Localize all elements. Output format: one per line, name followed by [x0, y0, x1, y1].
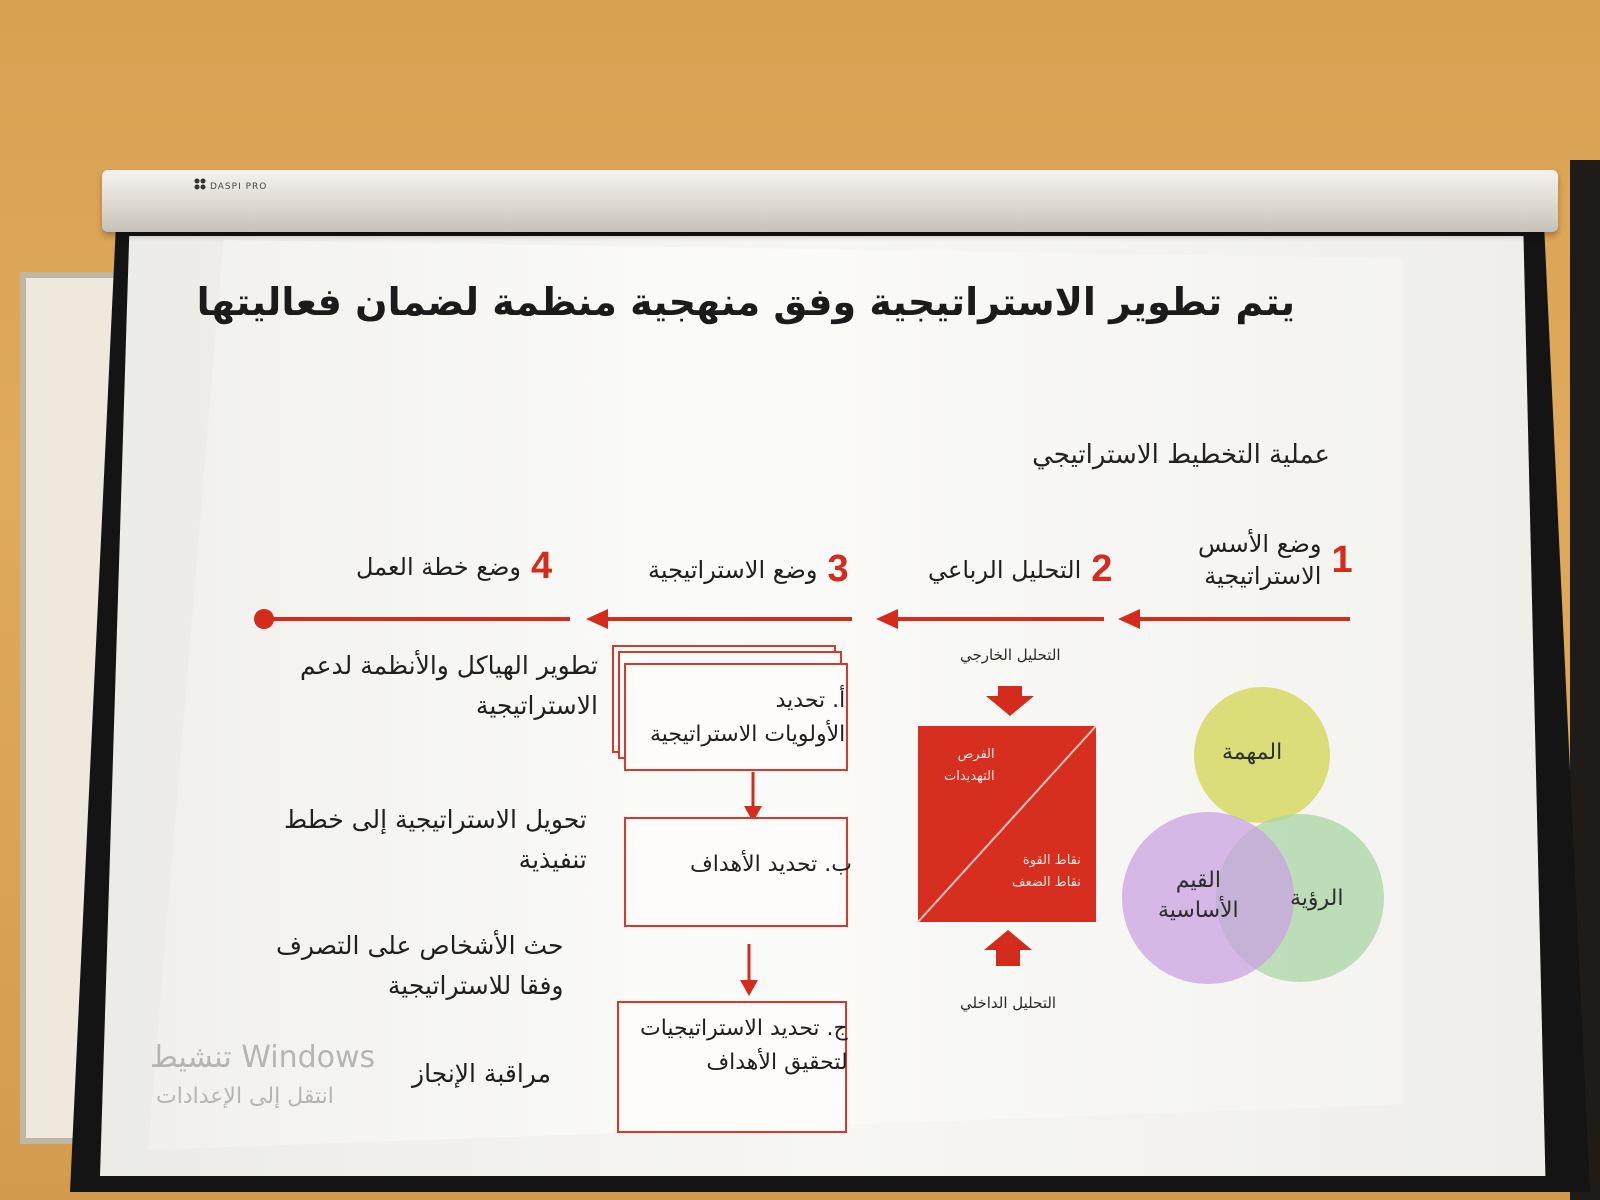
timeline-arrow-3-icon	[586, 609, 608, 629]
swot-top-text	[944, 744, 995, 788]
external-analysis-label: التحليل الخارجي	[960, 646, 1061, 664]
step-2	[928, 548, 1112, 591]
slide-title: يتم تطوير الاستراتيجية وفق منهجية منظمة لضمان فعاليتها	[196, 280, 1295, 324]
action-item-1	[300, 646, 598, 726]
action-item-4: مراقبة الإنجاز	[412, 1059, 551, 1088]
internal-analysis-arrow-icon	[984, 930, 1032, 966]
action-item-2-line1: تحويل الاستراتيجية إلى خطط	[284, 805, 587, 834]
action-item-2	[284, 800, 587, 880]
action-item-3	[276, 926, 564, 1006]
step-2-number: 2	[1091, 548, 1113, 590]
box-b-text: ب. تحديد الأهداف	[690, 852, 852, 877]
step-2-label: التحليل الرباعي	[928, 555, 1082, 584]
action-item-2-line2: تنفيذية	[518, 845, 587, 874]
box-a-text	[650, 684, 845, 752]
step-4-label: وضع خطة العمل	[356, 552, 521, 581]
internal-analysis-label: التحليل الداخلي	[960, 994, 1057, 1012]
slide-subtitle: عملية التخطيط الاستراتيجي	[1032, 440, 1330, 470]
box-c-line1: ج. تحديد الاستراتيجيات	[640, 1016, 848, 1041]
step-3-label: وضع الاستراتيجية	[648, 555, 818, 584]
timeline-arrow-2-icon	[876, 609, 898, 629]
action-item-3-line1: حث الأشخاص على التصرف	[276, 931, 564, 960]
step-4-number: 4	[531, 545, 553, 587]
venn-label-values	[1158, 866, 1239, 926]
swot-threats: التهديدات	[944, 769, 995, 784]
external-analysis-arrow-icon	[986, 686, 1034, 716]
box-a-line1: أ. تحديد	[775, 688, 846, 713]
watermark-line1: تنشيط Windows	[150, 1040, 376, 1075]
venn-label-values-line2: الأساسية	[1158, 898, 1239, 923]
step-3	[648, 548, 849, 591]
step-4	[356, 545, 552, 588]
venn-label-values-line1: القيم	[1175, 868, 1221, 893]
swot-bottom-text	[1012, 850, 1081, 894]
box-a-line2: الأولويات الاستراتيجية	[650, 722, 846, 747]
venn-label-vision: الرؤية	[1290, 886, 1344, 911]
swot-diagram	[918, 686, 1096, 966]
flow-arrow-b-c-icon	[740, 980, 758, 996]
venn-diagram	[1122, 687, 1384, 984]
timeline-end-dot	[254, 609, 274, 629]
step-3-number: 3	[827, 548, 849, 590]
step-1	[1198, 528, 1353, 592]
action-item-1-line1: تطوير الهياكل والأنظمة لدعم	[300, 651, 598, 680]
swot-weaknesses: نقاط الضعف	[1012, 875, 1081, 890]
venn-label-mission: المهمة	[1222, 740, 1283, 765]
action-item-1-line2: الاستراتيجية	[475, 691, 598, 720]
box-c-line2: لتحقيق الأهداف	[706, 1050, 848, 1075]
projector-brand: DASPI PRO	[210, 182, 268, 192]
step-1-label-line2: الاستراتيجية	[1204, 562, 1322, 590]
swot-strengths: نقاط القوة	[1022, 853, 1081, 868]
timeline-arrow-1-icon	[1118, 609, 1140, 629]
step-1-number: 1	[1331, 538, 1353, 581]
swot-opportunities: الفرص	[957, 747, 995, 762]
watermark-line2: انتقل إلى الإعدادات	[156, 1084, 334, 1109]
action-item-3-line2: وفقا للاستراتيجية	[387, 971, 564, 1000]
timeline	[254, 609, 1350, 629]
box-c-text	[640, 1012, 848, 1080]
step-1-label-line1: وضع الأسس	[1198, 530, 1322, 558]
